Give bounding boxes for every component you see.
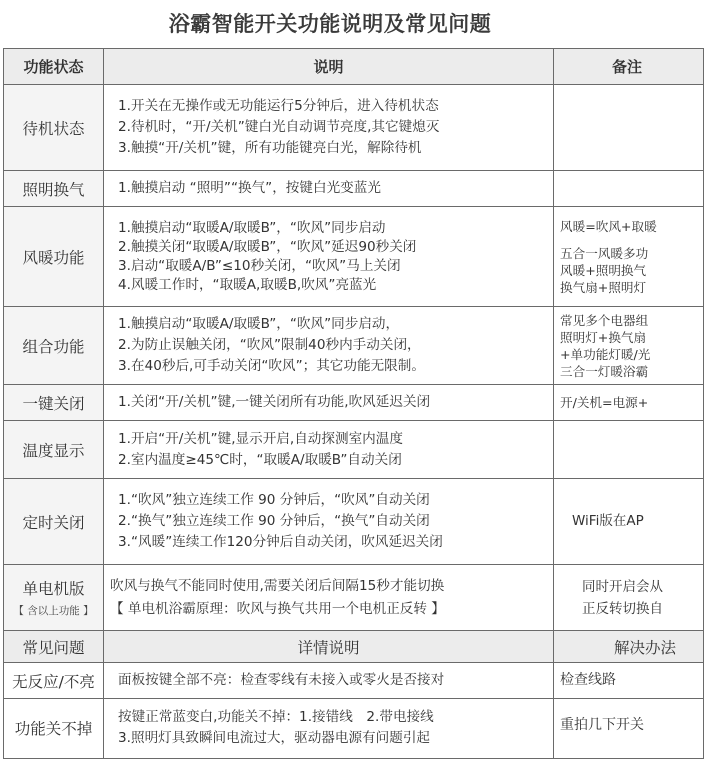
row-name: 待机状态 (4, 85, 104, 171)
note-line: 换气扇+照明灯 (560, 279, 647, 295)
faq-header-row (4, 631, 704, 663)
row-note (554, 85, 704, 171)
faq-row-details (104, 663, 554, 699)
row-description (104, 207, 554, 307)
desc-line: 3.“风暖”连续工作120分钟后自动关闭，吹风延迟关闭 (118, 534, 443, 550)
note-line: 开/关机=电源+ (560, 395, 649, 410)
row-description (104, 565, 554, 631)
note-line: 照明灯+换气扇 (560, 329, 647, 345)
desc-line: 吹风与换气不能同时使用,需要关闭后间隔15秒才能切换 (110, 577, 445, 594)
row-name (4, 565, 104, 631)
row-description (104, 171, 554, 207)
table-row (4, 171, 704, 207)
table-row (4, 207, 704, 307)
desc-line: 2.室内温度≥45℃时，“取暖A/取暖B”自动关闭 (118, 451, 402, 468)
desc-line: 3.触摸“开/关机”键，所有功能键亮白光，解除待机 (118, 140, 422, 156)
row-name-sublabel: 【 含以上功能 】 (13, 605, 94, 617)
row-name: 一键关闭 (4, 385, 104, 421)
faq-row-solution (554, 663, 704, 699)
header-notes: 备注 (554, 49, 704, 85)
row-note (554, 171, 704, 207)
faq-row-solution (554, 699, 704, 759)
desc-line: 1.触摸启动 “照明”“换气”，按键白光变蓝光 (118, 180, 381, 196)
desc-line: 1.触摸启动“取暖A/取暖B”，“吹风”同步启动 (118, 219, 386, 236)
desc-line: 2.待机时，“开/关机”键白光自动调节亮度,其它键熄灭 (118, 119, 440, 135)
row-description (104, 307, 554, 385)
table-row (4, 307, 704, 385)
row-note (554, 421, 704, 479)
desc-line: 2.“换气”独立连续工作 90 分钟后，“换气”自动关闭 (118, 513, 430, 529)
table-row (4, 479, 704, 565)
note-line: 同时开启会从 (582, 578, 663, 595)
row-name: 温度显示 (4, 421, 104, 479)
row-description (104, 421, 554, 479)
note-line: 常见多个电器组 (560, 312, 649, 328)
function-table-viewport (0, 48, 677, 746)
note-line: 风暖=吹风+取暖 (560, 218, 657, 234)
note-line: +单功能灯暖/光 (560, 346, 651, 362)
desc-line: 【 单电机浴霸原理：吹风与换气共用一个电机正反转 】 (110, 600, 445, 617)
desc-line: 1.触摸启动“取暖A/取暖B”，“吹风”同步启动， (118, 316, 400, 332)
row-note (554, 385, 704, 421)
row-note (554, 565, 704, 631)
page-title: 浴霸智能开关功能说明及常见问题 (168, 12, 492, 36)
note-line: 三合一灯暖浴霸 (560, 363, 649, 379)
row-description (104, 85, 554, 171)
table-row (4, 385, 704, 421)
desc-line: 1.开启“开/关机”键,显示开启,自动探测室内温度 (118, 430, 403, 447)
note-line: 检查线路 (560, 672, 616, 688)
desc-line: 3.照明灯具致瞬间电流过大，驱动器电源有问题引起 (118, 730, 431, 746)
desc-line: 2.触摸关闭“取暖A/取暖B”，“吹风”延迟90秒关闭 (118, 238, 417, 255)
row-name: 照明换气 (4, 171, 104, 207)
table-row (4, 663, 704, 699)
faq-header-solution: 解决办法 (554, 631, 704, 663)
note-line: 五合一风暖多功 (560, 245, 649, 261)
header-description: 说明 (104, 49, 554, 85)
faq-header-issue: 常见问题 (4, 631, 104, 663)
faq-row-details (104, 699, 554, 759)
function-table (3, 48, 704, 759)
table-row (4, 565, 704, 631)
note-line: WiFi版在AP (572, 513, 644, 529)
faq-row-name: 功能关不掉 (4, 699, 104, 759)
row-name: 风暖功能 (4, 207, 104, 307)
row-description (104, 479, 554, 565)
table-row (4, 421, 704, 479)
row-description (104, 385, 554, 421)
desc-line: 按键正常蓝变白,功能关不掉：1.接错线 2.带电接线 (118, 709, 434, 725)
desc-line: 2.为防止误触关闭，“吹风”限制40秒内手动关闭， (118, 337, 421, 353)
note-line: 正反转切换自 (582, 600, 663, 617)
row-note (554, 207, 704, 307)
note-line (560, 235, 703, 245)
note-line: 风暖+照明换气 (560, 262, 647, 278)
note-line: 重拍几下开关 (560, 717, 644, 733)
desc-line: 3.在40秒后,可手动关闭“吹风”；其它功能无限制。 (118, 358, 425, 374)
desc-line: 面板按键全部不亮：检查零线有未接入或零火是否接对 (118, 672, 445, 688)
desc-line: 4.风暖工作时，“取暖A,取暖B,吹风”亮蓝光 (118, 276, 377, 293)
row-name-label: 单电机版 (22, 580, 85, 598)
row-name: 组合功能 (4, 307, 104, 385)
row-name: 定时关闭 (4, 479, 104, 565)
header-function-state: 功能状态 (4, 49, 104, 85)
row-note (554, 479, 704, 565)
table-row (4, 699, 704, 759)
desc-line: 1.关闭“开/关机”键,一键关闭所有功能,吹风延迟关闭 (118, 394, 431, 410)
table-header-row (4, 49, 704, 85)
table-row (4, 85, 704, 171)
desc-line: 1.“吹风”独立连续工作 90 分钟后，“吹风”自动关闭 (118, 492, 430, 508)
row-note (554, 307, 704, 385)
desc-line: 1.开关在无操作或无功能运行5分钟后，进入待机状态 (118, 98, 439, 114)
faq-header-details: 详情说明 (104, 631, 554, 663)
faq-row-name: 无反应/不亮 (4, 663, 104, 699)
desc-line: 3.启动“取暖A/B”≤10秒关闭，“吹风”马上关闭 (118, 257, 401, 274)
